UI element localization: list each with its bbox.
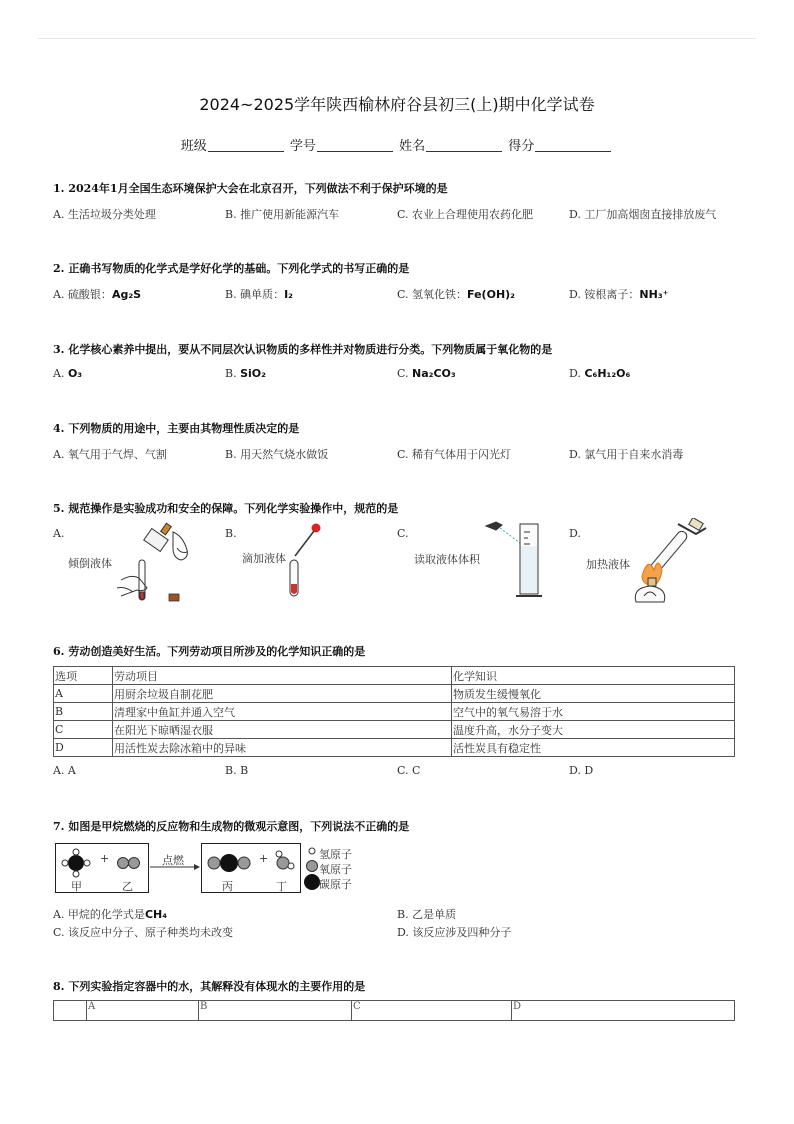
option-label: B. 碘单质： <box>225 288 285 301</box>
question-3-option-d[interactable] <box>569 367 630 380</box>
cell-knowledge: 空气中的氧气易溶于水 <box>452 703 735 721</box>
question-8-table <box>53 1000 735 1021</box>
cell-option: D <box>54 739 113 757</box>
label-ding: 丁 <box>276 880 287 893</box>
question-5-stem: 5. 规范操作是实验成功和安全的保障。下列化学实验操作中，规范的是 <box>53 502 399 515</box>
number-blank[interactable] <box>317 139 393 152</box>
drop-liquid-caption: 滴加液体 <box>242 552 286 565</box>
pour-liquid-illustration <box>115 522 195 604</box>
ignite-label: 点燃 <box>162 854 184 867</box>
legend-carbon-label: 碳原子 <box>319 878 352 891</box>
question-6-stem: 6. 劳动创造美好生活。下列劳动项目所涉及的化学知识正确的是 <box>53 645 366 658</box>
reaction-arrow <box>150 863 202 871</box>
header-b: B <box>199 1001 352 1021</box>
question-1-option-c[interactable]: C. 农业上合理使用农药化肥 <box>397 208 534 221</box>
question-7-option-d[interactable]: D. 该反应涉及四种分子 <box>397 926 512 939</box>
plus-sign: + <box>100 852 110 865</box>
water-oxygen-atom <box>277 857 289 869</box>
number-label: 学号 <box>289 139 316 154</box>
header-labor-project: 劳动项目 <box>113 667 452 685</box>
product-molecules <box>202 846 300 878</box>
cell-option: C <box>54 721 113 739</box>
question-7-option-b[interactable]: B. 乙是单质 <box>397 908 457 921</box>
class-label: 班级 <box>180 139 207 154</box>
option-label: A. <box>53 367 65 380</box>
question-5-option-c[interactable]: C. <box>397 527 409 540</box>
methane-hydrogen-atom <box>73 871 79 877</box>
dropper-illustration <box>284 520 324 598</box>
legend-oxygen-label: 氧原子 <box>319 863 352 876</box>
student-info-line <box>0 135 794 154</box>
methane-hydrogen-atom <box>62 860 68 866</box>
option-label: C. 氢氧化铁： <box>397 288 468 301</box>
chem-formula: Fe(OH)₂ <box>467 288 515 301</box>
cell-project: 清理家中鱼缸并通入空气 <box>113 703 452 721</box>
option-label: A. 甲烷的化学式是 <box>53 908 145 921</box>
question-1-option-d[interactable]: D. 工厂加高烟囱直接排放废气 <box>569 208 717 221</box>
legend-carbon-symbol <box>304 874 320 890</box>
legend-hydrogen-symbol <box>309 848 315 854</box>
cell-knowledge: 物质发生缓慢氧化 <box>452 685 735 703</box>
option-label: D. 铵根离子： <box>569 288 640 301</box>
oxygen-atom <box>129 858 140 869</box>
table-header-row <box>54 667 735 685</box>
chem-formula: I₂ <box>284 288 293 301</box>
table-row <box>54 721 735 739</box>
name-blank[interactable] <box>426 139 502 152</box>
table-header-row <box>54 1001 735 1021</box>
question-3-option-a[interactable] <box>53 367 82 380</box>
page-title: 2024~2025学年陕西榆林府谷县初三(上)期中化学试卷 <box>199 95 595 114</box>
question-7-option-c[interactable]: C. 该反应中分子、原子种类均未改变 <box>53 926 234 939</box>
header-chem-knowledge: 化学知识 <box>452 667 735 685</box>
question-2-option-b[interactable] <box>225 286 293 302</box>
class-blank[interactable] <box>208 139 284 152</box>
chem-formula: Na₂CO₃ <box>412 367 456 380</box>
cell-project: 在阳光下晾晒湿衣服 <box>113 721 452 739</box>
option-label: D. <box>569 367 581 380</box>
label-bing: 丙 <box>222 880 233 893</box>
chem-formula: O₃ <box>67 367 83 380</box>
cell-knowledge: 活性炭具有稳定性 <box>452 739 735 757</box>
question-3-option-b[interactable] <box>225 367 266 380</box>
question-6-option-b[interactable]: B. B <box>225 764 249 777</box>
name-label: 姓名 <box>399 139 426 154</box>
label-jia: 甲 <box>71 880 82 893</box>
cell-knowledge: 温度升高，水分子变大 <box>452 721 735 739</box>
co2-oxygen-atom <box>208 857 220 869</box>
pour-liquid-caption: 倾倒液体 <box>68 557 112 570</box>
label-yi: 乙 <box>122 880 133 893</box>
page-top-rule <box>38 38 756 39</box>
question-2-option-d[interactable] <box>569 286 668 302</box>
question-4-option-c[interactable]: C. 稀有气体用于闪光灯 <box>397 448 512 461</box>
question-5-option-d[interactable]: D. <box>569 527 581 540</box>
question-8-stem: 8. 下列实验指定容器中的水，其解释没有体现水的主要作用的是 <box>53 980 366 993</box>
header-a: A <box>87 1001 199 1021</box>
reactants-box <box>55 843 149 893</box>
chem-formula: CH₄ <box>144 908 168 921</box>
water-hydrogen-atom <box>288 863 294 869</box>
header-blank <box>54 1001 87 1021</box>
cell-project: 用活性炭去除冰箱中的异味 <box>113 739 452 757</box>
question-4-option-b[interactable]: B. 用天然气烧水做饭 <box>225 448 329 461</box>
question-7-stem: 7. 如图是甲烷燃烧的反应物和生成物的微观示意图，下列说法不正确的是 <box>53 820 410 833</box>
question-5-option-b[interactable]: B. <box>225 527 237 540</box>
score-label: 得分 <box>508 139 535 154</box>
alcohol-lamp-illustration <box>628 518 710 606</box>
question-7-option-a[interactable] <box>53 906 167 922</box>
question-1-option-a[interactable]: A. 生活垃圾分类处理 <box>53 208 156 221</box>
read-volume-caption: 读取液体体积 <box>414 553 480 566</box>
chem-formula: NH₃⁺ <box>639 288 669 301</box>
cell-project: 用厨余垃圾自制花肥 <box>113 685 452 703</box>
header-d: D <box>512 1001 735 1021</box>
question-6-option-d[interactable]: D. D <box>569 764 594 777</box>
question-1-stem: 1. 2024年1月全国生态环境保护大会在北京召开，下列做法不利于保护环境的是 <box>53 182 448 195</box>
question-3-stem: 3. 化学核心素养中提出，要从不同层次认识物质的多样性并对物质进行分类。下列物质属于氧化物的是 <box>53 343 553 356</box>
question-6-option-c[interactable]: C. C <box>397 764 421 777</box>
co2-oxygen-atom <box>238 857 250 869</box>
question-4-stem: 4. 下列物质的用途中，主要由其物理性质决定的是 <box>53 422 300 435</box>
chem-formula: SiO₂ <box>240 367 266 380</box>
graduated-cylinder-illustration <box>480 518 550 598</box>
question-1-option-b[interactable]: B. 推广使用新能源汽车 <box>225 208 340 221</box>
question-6-option-a[interactable]: A. A <box>53 764 76 777</box>
legend-oxygen-symbol <box>307 861 318 872</box>
methane-hydrogen-atom <box>73 849 79 855</box>
cell-option: A <box>54 685 113 703</box>
table-row <box>54 703 735 721</box>
heat-liquid-caption: 加热液体 <box>586 558 630 571</box>
question-2-option-c[interactable] <box>397 286 515 302</box>
plus-sign: + <box>259 852 269 865</box>
products-box <box>201 843 301 893</box>
oxygen-atom <box>118 858 129 869</box>
question-6-table <box>53 666 735 757</box>
option-label: A. 硫酸银： <box>53 288 112 301</box>
methane-hydrogen-atom <box>84 860 90 866</box>
chem-formula: C₆H₁₂O₆ <box>584 367 631 380</box>
co2-carbon-atom <box>220 854 238 872</box>
question-5-option-a[interactable]: A. <box>53 527 65 540</box>
header-option: 选项 <box>54 667 113 685</box>
question-2-stem: 2. 正确书写物质的化学式是学好化学的基础。下列化学式的书写正确的是 <box>53 262 410 275</box>
question-4-option-a[interactable]: A. 氧气用于气焊、气割 <box>53 448 167 461</box>
score-blank[interactable] <box>535 139 611 152</box>
table-row <box>54 739 735 757</box>
water-hydrogen-atom <box>276 851 282 857</box>
chem-formula: Ag₂S <box>111 288 142 301</box>
option-label: C. <box>397 367 409 380</box>
table-row <box>54 685 735 703</box>
legend-hydrogen-label: 氢原子 <box>319 848 352 861</box>
methane-carbon-atom <box>68 855 84 871</box>
option-label: B. <box>225 367 237 380</box>
question-2-option-a[interactable] <box>53 286 141 302</box>
header-c: C <box>352 1001 512 1021</box>
question-4-option-d[interactable]: D. 氯气用于自来水消毒 <box>569 448 684 461</box>
cell-option: B <box>54 703 113 721</box>
question-3-option-c[interactable] <box>397 367 456 380</box>
